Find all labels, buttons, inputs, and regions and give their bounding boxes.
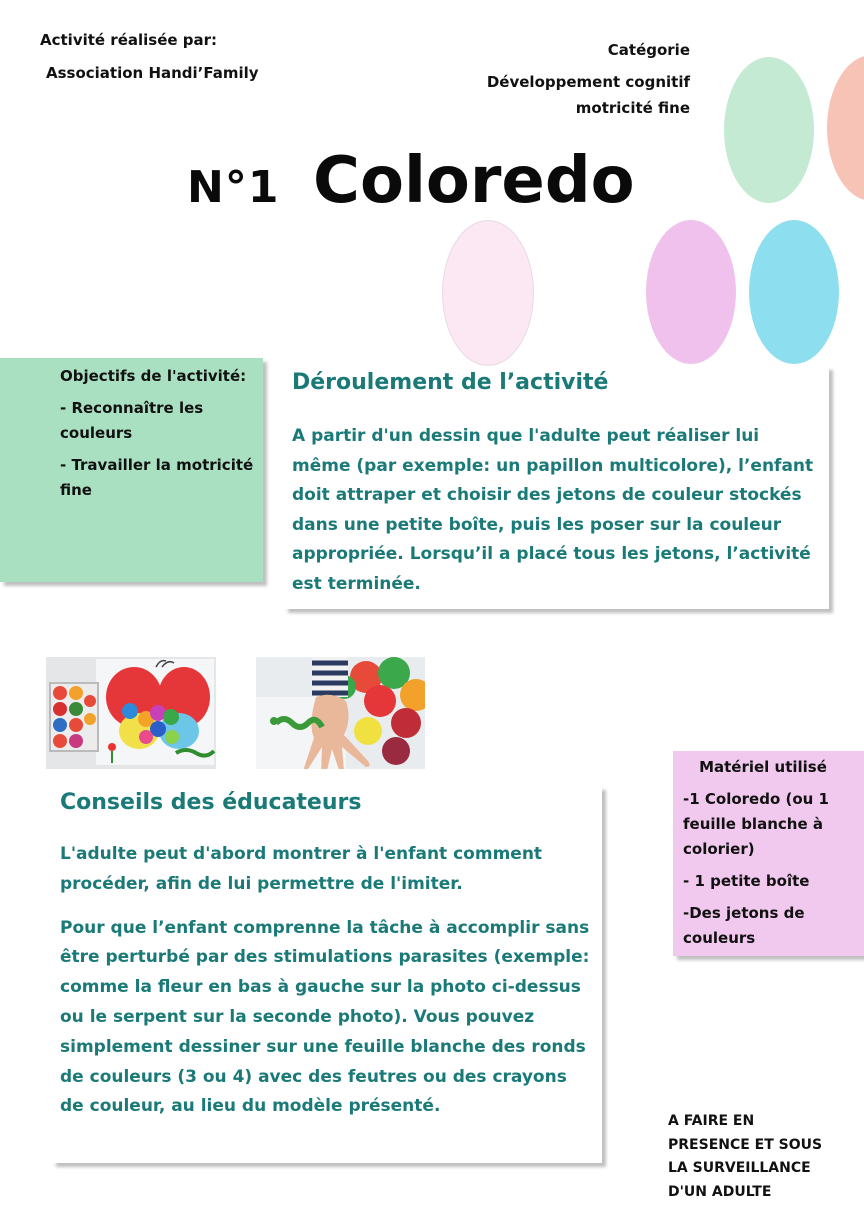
decorative-oval-light-pink <box>442 220 534 366</box>
activity-number: N°1 <box>187 162 280 213</box>
deroulement-text: A partir d'un dessin que l'adulte peut réaliser lui même (par exemple: un papillon multicolore), l’enfant doit attraper et choisir des jetons de couleur stockés dans une petite boîte, puis les poser sur la couleur appropriée. Lorsqu’il a placé tous les jetons, l’activité est terminée. <box>292 426 814 594</box>
conseils-title: Conseils des éducateurs <box>60 790 362 815</box>
materiel-box <box>673 751 864 956</box>
objectives-title: Objectifs de l'activité: <box>60 367 247 385</box>
materiel-title: Matériel utilisé <box>699 758 827 776</box>
materiel-item: -Des jetons de couleurs <box>683 904 805 947</box>
association-name: Association Handi’Family <box>46 64 259 82</box>
objective-item: - Travailler la motricité fine <box>60 456 254 499</box>
realisee-label: Activité réalisée par: <box>40 31 218 49</box>
decorative-oval-pink <box>646 220 736 364</box>
conseils-box <box>52 786 602 1163</box>
decorative-oval-green <box>724 57 814 203</box>
deroulement-title: Déroulement de l’activité <box>292 370 609 395</box>
decorative-oval-blue <box>749 220 839 364</box>
warning-line: A FAIRE EN <box>668 1113 755 1129</box>
warning-line: D'UN ADULTE <box>668 1183 772 1200</box>
categorie-label: Catégorie <box>607 41 690 59</box>
categorie-line-2: motricité fine <box>575 99 690 117</box>
categorie-line-1: Développement cognitif <box>486 73 690 91</box>
objective-item: - Reconnaître les couleurs <box>60 399 204 442</box>
deroulement-box <box>284 366 829 609</box>
conseils-paragraph-1: L'adulte peut d'abord montrer à l'enfant comment procéder, afin de lui permettre de l'imiter. <box>60 844 543 894</box>
warning-line: LA SURVEILLANCE <box>668 1160 811 1176</box>
page-title: Coloredo <box>313 144 635 218</box>
photo-butterfly <box>46 657 216 769</box>
conseils-paragraph-2: Pour que l’enfant comprenne la tâche à accomplir sans être perturbé par des stimulations parasites (exemple: comme la fleur en bas à gauche sur la photo ci-dessus ou le serpent sur la seconde photo). Vous pouvez simplement dessiner sur une feuille blanche des ronds de couleurs (3 ou 4) avec des feutres ou des crayons de couleur, au lieu du modèle présenté. <box>60 917 590 1117</box>
warning-line: PRESENCE ET SOUS <box>668 1136 823 1153</box>
materiel-item: -1 Coloredo (ou 1 feuille blanche à colorier) <box>683 790 829 858</box>
objectives-box <box>0 358 263 582</box>
photo-hand <box>256 657 425 769</box>
materiel-item: - 1 petite boîte <box>683 872 810 890</box>
supervision-warning <box>668 1110 822 1204</box>
decorative-oval-salmon <box>827 55 864 201</box>
